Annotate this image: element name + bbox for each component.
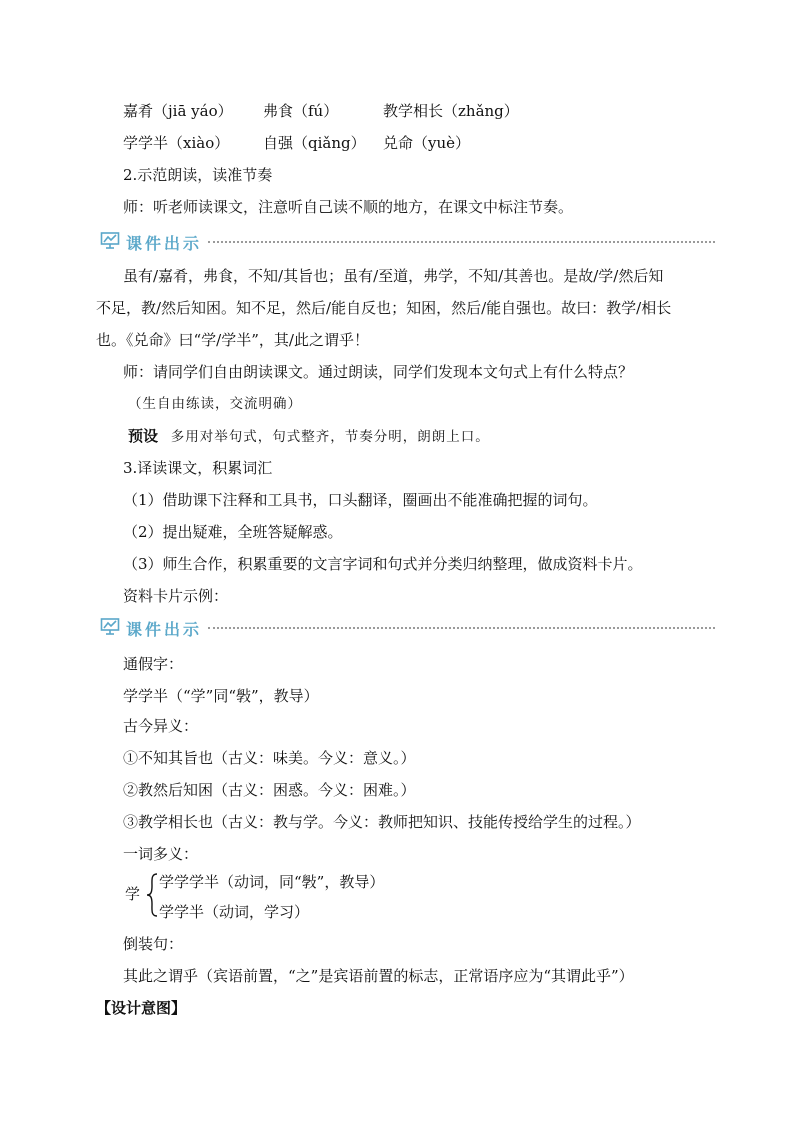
vocab-item: 学学半（xiào）	[123, 134, 230, 152]
student-note: （生自由练读，交流明确）	[128, 396, 302, 412]
section-header	[100, 616, 715, 640]
vocab-item: 弗食（fú）	[263, 102, 339, 120]
yici-label: 一词多义：	[123, 845, 199, 863]
vocab-item: 自强（qiǎng）	[263, 134, 366, 152]
tongjia-item: 学学半（“学”同“斅”，教导）	[123, 687, 319, 705]
polysemy-char: 学	[125, 885, 141, 903]
vocab-row-1	[123, 101, 519, 121]
preset-label: 预设	[128, 427, 159, 445]
vocab-item: 兑命（yuè）	[383, 134, 471, 152]
tongjia-label: 通假字：	[123, 655, 184, 673]
step-3-title: 3.译读课文，积累词汇	[123, 459, 273, 477]
passage-line: 也。《兑命》曰“学/学半”，其/此之谓乎！	[96, 331, 369, 349]
design-heading: 【设计意图】	[96, 999, 187, 1017]
daozhuang-label: 倒装句：	[123, 935, 184, 953]
sub-step: （1）借助课下注释和工具书，口头翻译，圈画出不能准确把握的词句。	[123, 491, 598, 509]
teacher-question: 师：请同学们自由朗读课文。通过朗读，同学们发现本文句式上有什么特点？	[123, 363, 634, 381]
sub-step: （2）提出疑难，全班答疑解惑。	[123, 523, 343, 541]
gujin-item: ①不知其旨也（古义：味美。今义：意义。）	[123, 749, 416, 767]
polysemy-item: 学学学半（动词，同“斅”，教导）	[159, 873, 385, 891]
gujin-item: ③教学相长也（古义：教与学。今义：教师把知识、技能传授给学生的过程。）	[123, 813, 641, 831]
gujin-item: ②教然后知困（古义：困惑。今义：困难。）	[123, 781, 416, 799]
section-header-label: 课件出示	[126, 619, 203, 639]
vocab-item: 教学相长（zhǎng）	[383, 102, 519, 120]
courseware-icon	[100, 617, 120, 639]
dotted-divider	[208, 241, 715, 243]
sub-step: （3）师生合作，积累重要的文言字词和句式并分类归纳整理，做成资料卡片。	[123, 555, 643, 573]
vocab-item: 嘉肴（jiā yáo）	[123, 102, 233, 120]
card-intro: 资料卡片示例：	[123, 587, 229, 605]
step-2-title: 2.示范朗读，读准节奏	[123, 166, 273, 184]
daozhuang-item: 其此之谓乎（宾语前置，“之”是宾语前置的标志，正常语序应为“其谓此乎”）	[123, 967, 634, 985]
preset-text: 多用对举句式，句式整齐，节奏分明，朗朗上口。	[170, 429, 490, 445]
dotted-divider	[208, 627, 715, 629]
gujin-label: 古今异义：	[123, 717, 199, 735]
preset-line	[128, 426, 490, 447]
polysemy-group	[123, 868, 483, 928]
polysemy-item: 学学半（动词，学习）	[159, 903, 310, 921]
brace-icon	[145, 872, 159, 918]
vocab-row-2	[123, 133, 470, 153]
section-header-label: 课件出示	[126, 233, 203, 253]
passage-line: 虽有/嘉肴，弗食，不知/其旨也；虽有/至道，弗学，不知/其善也。是故/学/然后知	[123, 267, 664, 285]
section-header	[100, 230, 715, 254]
courseware-icon	[100, 231, 120, 253]
passage-line: 不足，教/然后知困。知不足，然后/能自反也；知困，然后/能自强也。故曰：教学/相长	[96, 299, 672, 317]
teacher-instruction: 师：听老师读课文，注意听自己读不顺的地方，在课文中标注节奏。	[123, 198, 574, 216]
